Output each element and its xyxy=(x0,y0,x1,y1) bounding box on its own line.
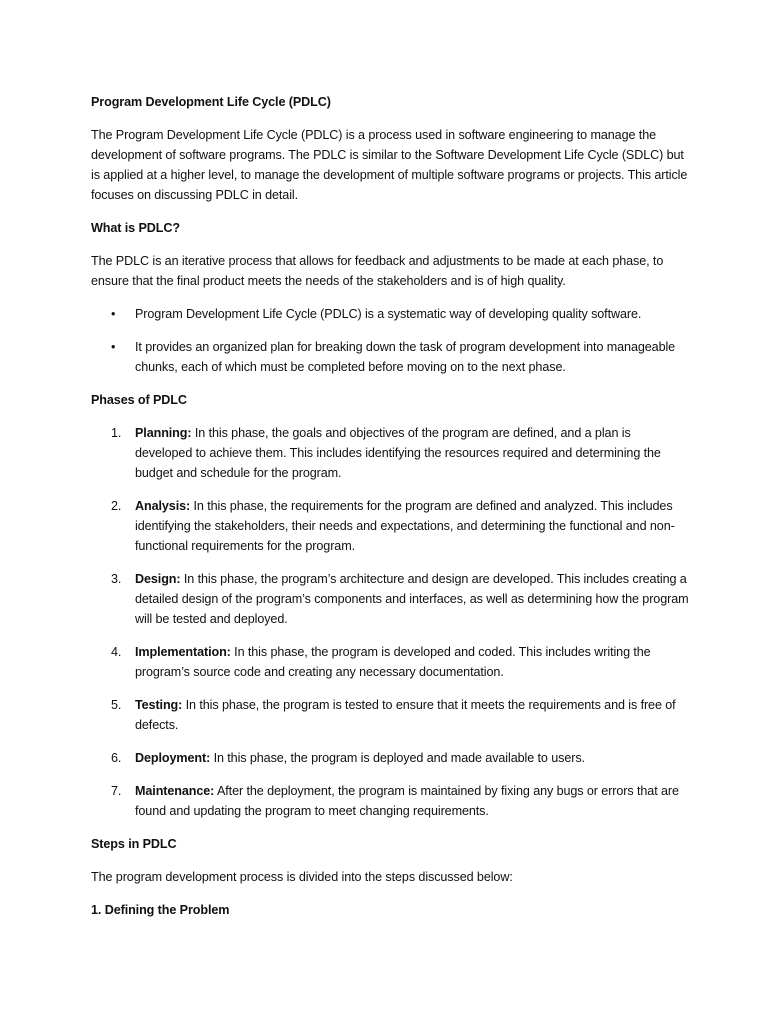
list-item xyxy=(91,304,691,324)
pdlc-bullet-list xyxy=(91,304,691,377)
phase-description: In this phase, the program is developed and coded. This includes writing the program’s source code and creating any necessary documentation. xyxy=(135,645,651,679)
phase-item-deployment xyxy=(91,748,691,768)
document-title: Program Development Life Cycle (PDLC) xyxy=(91,95,331,109)
phases-list xyxy=(91,423,691,821)
phase-term: Planning: xyxy=(135,426,192,440)
phase-item-implementation xyxy=(91,642,691,682)
phase-description: In this phase, the requirements for the program are defined and analyzed. This includes identifying the stakeholders, their needs and expectations, and determining the functional and non-functional requirements for the program. xyxy=(135,499,675,553)
phase-term: Design: xyxy=(135,572,181,586)
phase-number: 7. xyxy=(111,784,122,798)
phase-description: After the deployment, the program is maintained by fixing any bugs or errors that are found and updating the program to meet changing requirements. xyxy=(135,784,679,818)
phase-number: 5. xyxy=(111,698,122,712)
phase-item-maintenance xyxy=(91,781,691,821)
phase-description: In this phase, the goals and objectives of the program are defined, and a plan is developed to achieve them. This includes identifying the resources required and determining the budget and schedule for the program. xyxy=(135,426,661,480)
document-page xyxy=(91,92,691,933)
bullet-icon: • xyxy=(111,340,116,354)
list-item xyxy=(91,337,691,377)
phase-item-planning xyxy=(91,423,691,483)
phase-term: Deployment: xyxy=(135,751,211,765)
phase-description: In this phase, the program is deployed and made available to users. xyxy=(210,751,585,765)
what-is-pdlc-paragraph: The PDLC is an iterative process that allows for feedback and adjustments to be made at each phase, to ensure that the final product meets the needs of the stakeholders and is of high quality. xyxy=(91,254,664,288)
bullet-icon: • xyxy=(111,307,116,321)
bullet-text: Program Development Life Cycle (PDLC) is a systematic way of developing quality software. xyxy=(135,307,642,321)
phase-number: 4. xyxy=(111,645,122,659)
phase-term: Testing: xyxy=(135,698,183,712)
phase-term: Maintenance: xyxy=(135,784,215,798)
bullet-text: It provides an organized plan for breaking down the task of program development into manageable chunks, each of which must be completed before moving on to the next phase. xyxy=(135,340,676,374)
phase-number: 6. xyxy=(111,751,122,765)
phase-item-design xyxy=(91,569,691,629)
step-1-heading: 1. Defining the Problem xyxy=(91,903,230,917)
phase-number: 1. xyxy=(111,426,122,440)
phase-number: 3. xyxy=(111,572,122,586)
phase-description: In this phase, the program’s architecture and design are developed. This includes creating a detailed design of the program’s components and interfaces, as well as determining how the program will be tested and deployed. xyxy=(135,572,689,626)
phase-item-testing xyxy=(91,695,691,735)
steps-heading: Steps in PDLC xyxy=(91,837,177,851)
intro-paragraph: The Program Development Life Cycle (PDLC) is a process used in software engineering to manage the development of software programs. The PDLC is similar to the Software Development Life Cycle (SDLC) but is applied at a higher level, to manage the development of multiple software programs or projects. This article focuses on discussing PDLC in detail. xyxy=(91,128,688,202)
steps-paragraph: The program development process is divided into the steps discussed below: xyxy=(91,870,513,884)
phase-item-analysis xyxy=(91,496,691,556)
phase-number: 2. xyxy=(111,499,122,513)
phases-heading: Phases of PDLC xyxy=(91,393,187,407)
phase-term: Implementation: xyxy=(135,645,231,659)
phase-description: In this phase, the program is tested to ensure that it meets the requirements and is free of defects. xyxy=(135,698,676,732)
what-is-pdlc-heading: What is PDLC? xyxy=(91,221,180,235)
phase-term: Analysis: xyxy=(135,499,191,513)
